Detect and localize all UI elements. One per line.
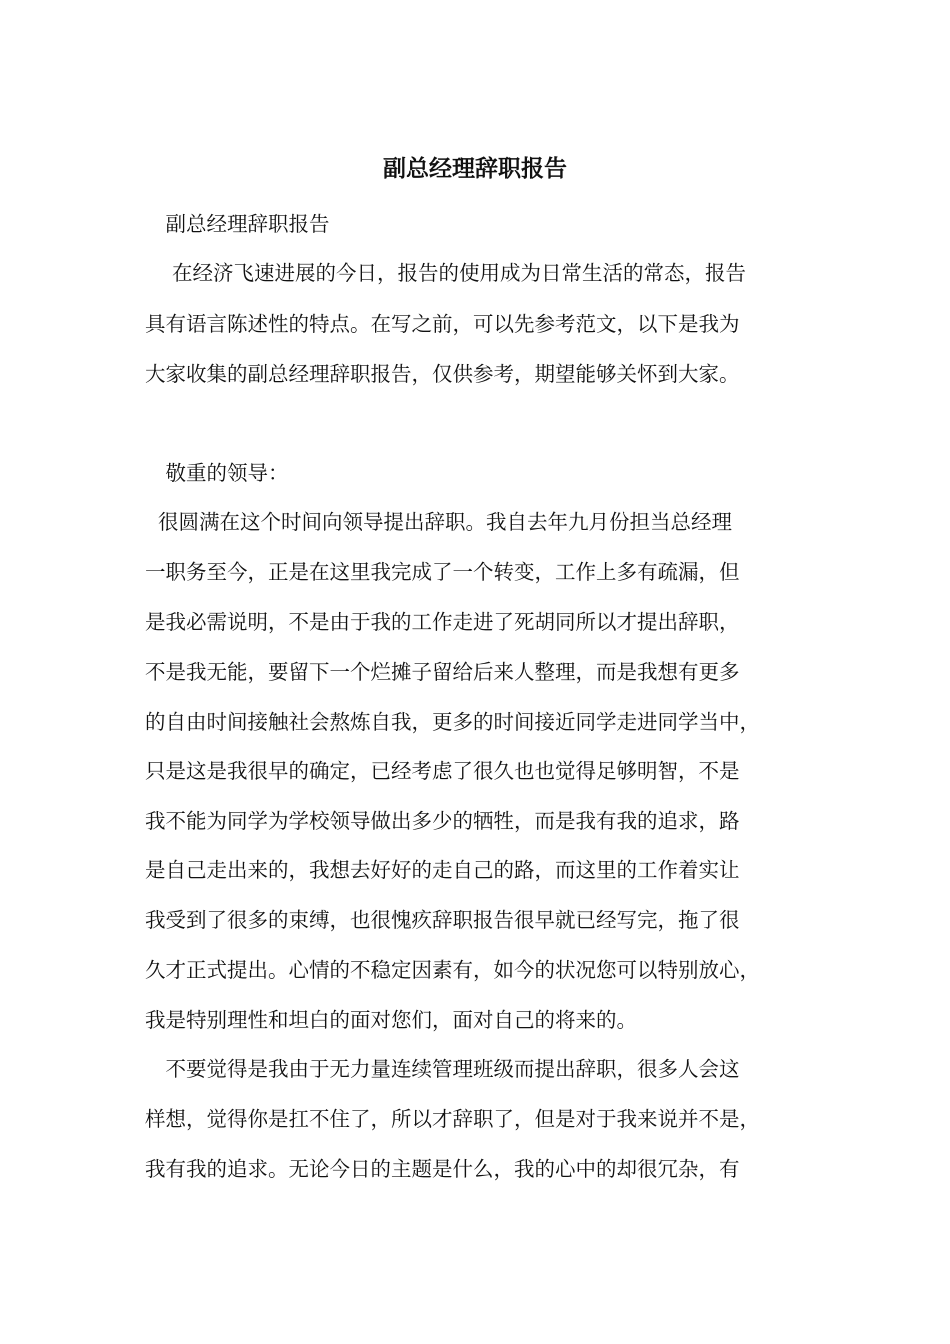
text-line: 我是特别理性和坦白的面对您们，面对自己的将来的。: [145, 1008, 637, 1032]
text-line: 我有我的追求。无论今日的主题是什么，我的心中的却很冗杂，有: [145, 1157, 740, 1181]
text-line: 副总经理辞职报告: [145, 212, 330, 236]
text-line: 不是我无能，要留下一个烂摊子留给后来人整理，而是我想有更多: [145, 660, 740, 684]
text-line: 具有语言陈述性的特点。在写之前，可以先参考范文，以下是我为: [145, 312, 740, 336]
document-title: 副总经理辞职报告: [383, 155, 567, 182]
text-line: 我受到了很多的束缚，也很愧疚辞职报告很早就已经写完，拖了很: [145, 908, 740, 932]
text-line: 在经济飞速进展的今日，报告的使用成为日常生活的常态，报告: [145, 261, 747, 285]
text-line: 是自己走出来的，我想去好好的走自己的路，而这里的工作着实让: [145, 858, 740, 882]
text-line: 只是这是我很早的确定，已经考虑了很久也也觉得足够明智，不是: [145, 759, 740, 783]
text-line: 不要觉得是我由于无力量连续管理班级而提出辞职，很多人会这: [145, 1057, 740, 1081]
text-line: 一职务至今，正是在这里我完成了一个转变，工作上多有疏漏，但: [145, 560, 740, 584]
text-line: 大家收集的副总经理辞职报告，仅供参考，期望能够关怀到大家。: [145, 362, 740, 386]
text-line: 样想，觉得你是扛不住了，所以才辞职了，但是对于我来说并不是，: [145, 1107, 760, 1131]
text-line: 是我必需说明，不是由于我的工作走进了死胡同所以才提出辞职，: [145, 610, 740, 634]
text-line: 久才正式提出。心情的不稳定因素有，如今的状况您可以特别放心，: [145, 958, 760, 982]
text-line: 的自由时间接触社会熬炼自我，更多的时间接近同学走进同学当中，: [145, 710, 760, 734]
text-line: 很圆满在这个时间向领导提出辞职。我自去年九月份担当总经理: [145, 510, 733, 534]
text-line: 我不能为同学为学校领导做出多少的牺牲，而是我有我的追求，路: [145, 809, 740, 833]
text-line: 敬重的领导：: [145, 461, 289, 485]
